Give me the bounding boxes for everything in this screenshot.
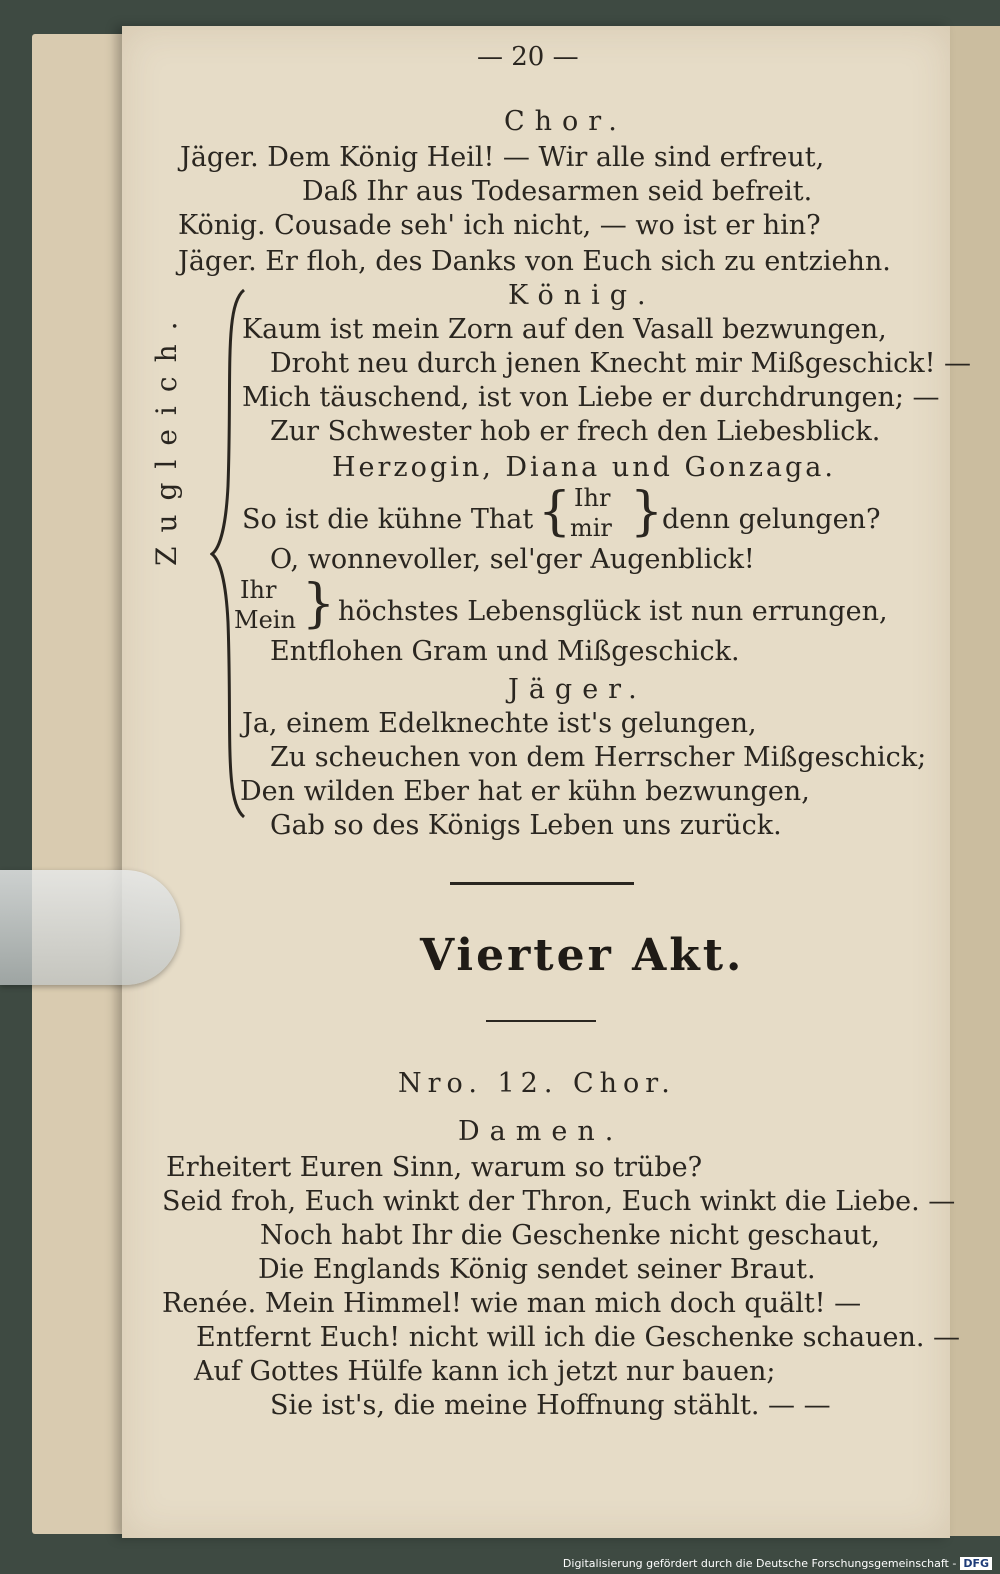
verse-line: Droht neu durch jenen Knecht mir Mißgeschick! — xyxy=(270,348,972,379)
verse-line: Zur Schwester hob er frech den Liebesblick. xyxy=(270,416,881,447)
heading-jaeger: Jäger. xyxy=(508,674,647,705)
verse-line: Mich täuschend, ist von Liebe er durchdrungen; — xyxy=(242,382,940,413)
verse-variant: mir xyxy=(570,514,612,542)
heading-chor: Chor. xyxy=(504,106,627,137)
heading-damen: Damen. xyxy=(458,1116,624,1147)
brace-small: { xyxy=(538,482,572,542)
heading-nro-12: Nro. 12. Chor. xyxy=(398,1068,676,1099)
divider-rule xyxy=(486,1020,596,1022)
verse-line: Noch habt Ihr die Geschenke nicht geschaut, xyxy=(260,1220,880,1251)
verse-line: Erheitert Euren Sinn, warum so trübe? xyxy=(166,1152,703,1183)
verse-line: König. Cousade seh' ich nicht, — wo ist er hin? xyxy=(178,210,821,241)
verse-line: Sie ist's, die meine Hoffnung stählt. — — xyxy=(270,1390,831,1421)
page-number: — 20 — xyxy=(477,42,579,72)
verse-line: Seid froh, Euch winkt der Thron, Euch winkt die Liebe. — xyxy=(162,1186,956,1217)
verse-line: Die Englands König sendet seiner Braut. xyxy=(258,1254,816,1285)
verse-line: O, wonnevoller, sel'ger Augenblick! xyxy=(270,544,755,575)
verse-variant: Ihr xyxy=(574,484,611,512)
dfg-logo: DFG xyxy=(960,1557,992,1570)
footer-credit xyxy=(563,1557,992,1570)
verse-line: Entflohen Gram und Mißgeschick. xyxy=(270,636,740,667)
verse-line: Jäger. Er floh, des Danks von Euch sich zu entziehn. xyxy=(178,246,891,277)
divider-rule xyxy=(450,882,634,885)
brace-small: } xyxy=(630,482,664,542)
verse-line: Renée. Mein Himmel! wie man mich doch quält! — xyxy=(162,1288,862,1319)
verse-line: Entfernt Euch! nicht will ich die Geschenke schauen. — xyxy=(196,1322,961,1353)
verse-line: Gab so des Königs Leben uns zurück. xyxy=(270,810,782,841)
heading-herzogin: Herzogin, Diana und Gonzaga. xyxy=(332,452,836,483)
verse-line: Ja, einem Edelknechte ist's gelungen, xyxy=(242,708,757,739)
opposite-page-edge xyxy=(950,26,1000,1536)
verse-line: Jäger. Dem König Heil! — Wir alle sind erfreut, xyxy=(180,142,825,173)
page-clip xyxy=(0,870,180,985)
brace-zugleich xyxy=(210,286,250,821)
verse-line: Daß Ihr aus Todesarmen seid befreit. xyxy=(302,176,813,207)
verse-line: Auf Gottes Hülfe kann ich jetzt nur bauen; xyxy=(194,1356,776,1387)
verse-line: Kaum ist mein Zorn auf den Vasall bezwungen, xyxy=(242,314,887,345)
book-page xyxy=(122,26,972,1538)
heading-koenig: König. xyxy=(508,280,656,311)
verse-line: Zu scheuchen von dem Herrscher Mißgeschick; xyxy=(270,742,927,773)
verse-variant: Ihr xyxy=(240,576,277,604)
act-title: Vierter Akt. xyxy=(420,930,745,981)
brace-small: } xyxy=(302,574,336,634)
verse-line: Den wilden Eber hat er kühn bezwungen, xyxy=(240,776,810,807)
verse-line: denn gelungen? xyxy=(662,504,881,535)
verse-line: höchstes Lebensglück ist nun errungen, xyxy=(338,596,888,627)
verse-line: So ist die kühne That xyxy=(242,504,534,535)
verse-variant: Mein xyxy=(234,606,296,634)
side-label-zugleich: Zugleich. xyxy=(150,307,183,566)
footer-credit-text: Digitalisierung gefördert durch die Deutsche Forschungsgemeinschaft - xyxy=(562,1557,957,1570)
